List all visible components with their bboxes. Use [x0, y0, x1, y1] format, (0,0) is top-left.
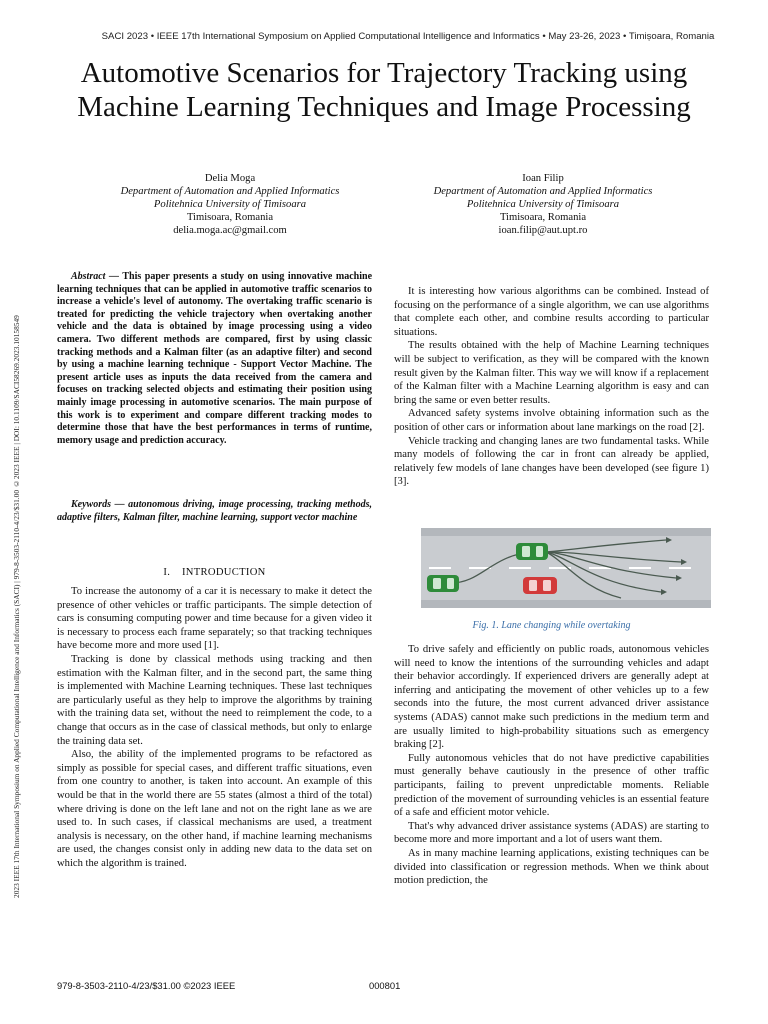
paragraph: It is interesting how various algorithms can be combined. Instead of focusing on the performance of a single algorithm, we can use algorithms that complete each other, and combine results according to particular situations. [394, 286, 709, 338]
paragraph: To drive safely and efficiently on public roads, autonomous vehicles will need to know the intentions of the surrounding vehicles and adapt their behavior accordingly. If experienced drivers are generally adept at inferring and anticipating the movement of other vehicles up to a few seconds into the future, the most current advanced driver assistance systems (ADAS) cannot make such predictions in the medium term and are usually limited to high-probability situations such as emergency braking [2]. [394, 644, 709, 751]
footer-copyright: 979-8-3503-2110-4/23/$31.00 ©2023 IEEE [57, 980, 236, 991]
lane-change-figure [421, 528, 711, 608]
green-car-overtaking [516, 543, 548, 560]
paragraph: Advanced safety systems involve obtaining information such as the position of other cars or information about lane markings on the road [2]. [394, 408, 709, 433]
section-number: I. [163, 567, 171, 578]
doi-side-strip: 2023 IEEE 17th International Symposium on Applied Computational Intelligence and Informatics (SACI) | 979-8-3503-2110-4/23/$31.00 ©2023 IEEE | DOI: 10.1109/SACI58269.2023.10158549 [12, 315, 21, 898]
author-block-1 [80, 172, 380, 237]
author-block-2 [393, 172, 693, 237]
author-name: Delia Moga [204, 173, 256, 184]
paragraph: As in many machine learning applications, existing techniques can be divided into classification or regression methods. When we think about motion prediction, the [394, 847, 709, 887]
conference-header: SACI 2023 • IEEE 17th International Symposium on Applied Computational Intelligence and Informatics • May 23-26, 2023 • Timișoara, Romania [101, 31, 715, 42]
author-university: Politehnica University of Timisoara [466, 199, 620, 210]
paragraph: Fully autonomous vehicles that do not have predictive capabilities must generally behave cautiously in the presence of other traffic participants, failing to prevent unpredictable moments. Reliable prediction of the movement of surrounding vehicles is an essential feature of a safe and efficient motor vehicle. [394, 752, 709, 819]
right-column-bottom [394, 643, 709, 888]
section-title: INTRODUCTION [181, 567, 266, 578]
author-department: Department of Automation and Applied Informatics [433, 186, 653, 197]
paragraph: The results obtained with the help of Machine Learning techniques will be subject to verification, as they will be compared with the known result given by the Kalman filter. This way we will know if a replacement of the Kalman filter with a Machine Learning algorithm is easy and can bring the same or even better results. [394, 340, 709, 406]
keywords-text: Keywords — autonomous driving, image processing, tracking methods, adaptive filters, Kalman filter, machine learning, support vector machine [57, 499, 372, 523]
section-heading [57, 567, 372, 578]
right-column-top [394, 285, 709, 489]
author-email[interactable]: ioan.filip@aut.upt.ro [498, 225, 588, 236]
abstract-text: This paper presents a study on using innovative machine learning techniques that can be applied in automotive traffic scenarios to increase a vehicle's level of autonomy. The overtaking traffic scenario is treated for predicting the vehicle trajectory when overtaking another vehicle and the data is obtained by image processing using a video camera. Two different methods are compared, first by using classic tracking methods and a Kalman filter (as an adaptive filter) and second by using a machine learning technique - Support Vector Machine. The present article uses as inputs the data received from the camera and focuses on tracking selected objects and estimating their position using mainly image processing in automotive scenarios. The main purpose of this work is to experiment and compare different tracking modes to determine those that have the best performances in terms of runtime, memory usage and prediction accuracy. [57, 271, 373, 446]
author-city: Timisoara, Romania [499, 212, 587, 223]
author-city: Timisoara, Romania [186, 212, 274, 223]
road-bottom-shade [421, 600, 711, 608]
green-car-rear [427, 575, 459, 592]
author-email[interactable]: delia.moga.ac@gmail.com [173, 225, 287, 236]
figure-caption: Fig. 1. Lane changing while overtaking [472, 620, 631, 631]
paragraph: Also, the ability of the implemented programs to be refactored as simply as possible for special cases, and different traffic situations, even from one country to another, is taken into account. An example of this would be that in the world there are 55 states (almost a third of the total) where driving is done on the left lane and not on the right lane as we are used to. In such cases, if classical mechanisms are used, a treatment analysis is necessary, on the other hand, if machine learning mechanisms are used, the changes consist only in adding new data to the data set on which the algorithm is trained. [57, 749, 372, 869]
keywords [57, 499, 372, 524]
paragraph: Tracking is done by classical methods using tracking and then estimation with the Kalman filter, and in the second part, the same thing is implemented with Machine Learning techniques. These last techniques are particularly useful as they help to improve the algorithms by training with the training data set, without the need to reimplement the code, to a change that occurs as in the case of classical methods, but only to enlarge the training data set. [57, 653, 372, 747]
paragraph: That's why advanced driver assistance systems (ADAS) are starting to become more and more important and a lot of users want them. [394, 820, 709, 846]
introduction-body [57, 585, 372, 870]
abstract [57, 271, 372, 447]
author-department: Department of Automation and Applied Informatics [120, 186, 340, 197]
author-name: Ioan Filip [522, 173, 564, 184]
road-top-shade [421, 528, 711, 536]
abstract-lead: Abstract — [71, 271, 119, 282]
paper-title: Automotive Scenarios for Trajectory Tracking using Machine Learning Techniques and Image Processing [77, 57, 691, 123]
paragraph: Vehicle tracking and changing lanes are two fundamental tasks. While many models of following the car in front can already be applied, relatively few models of lane changes have been developed (see figure 1) [3]. [394, 435, 709, 488]
footer-page-number: 000801 [369, 980, 401, 991]
red-car [523, 577, 557, 594]
author-university: Politehnica University of Timisoara [153, 199, 307, 210]
paragraph: To increase the autonomy of a car it is necessary to make it detect the presence of other vehicles or traffic participants. The simple detection of cars is consuming computing power and time because for a given video it is necessary to process each frame separately; so that tracking techniques have become more and more used [1]. [57, 586, 372, 652]
